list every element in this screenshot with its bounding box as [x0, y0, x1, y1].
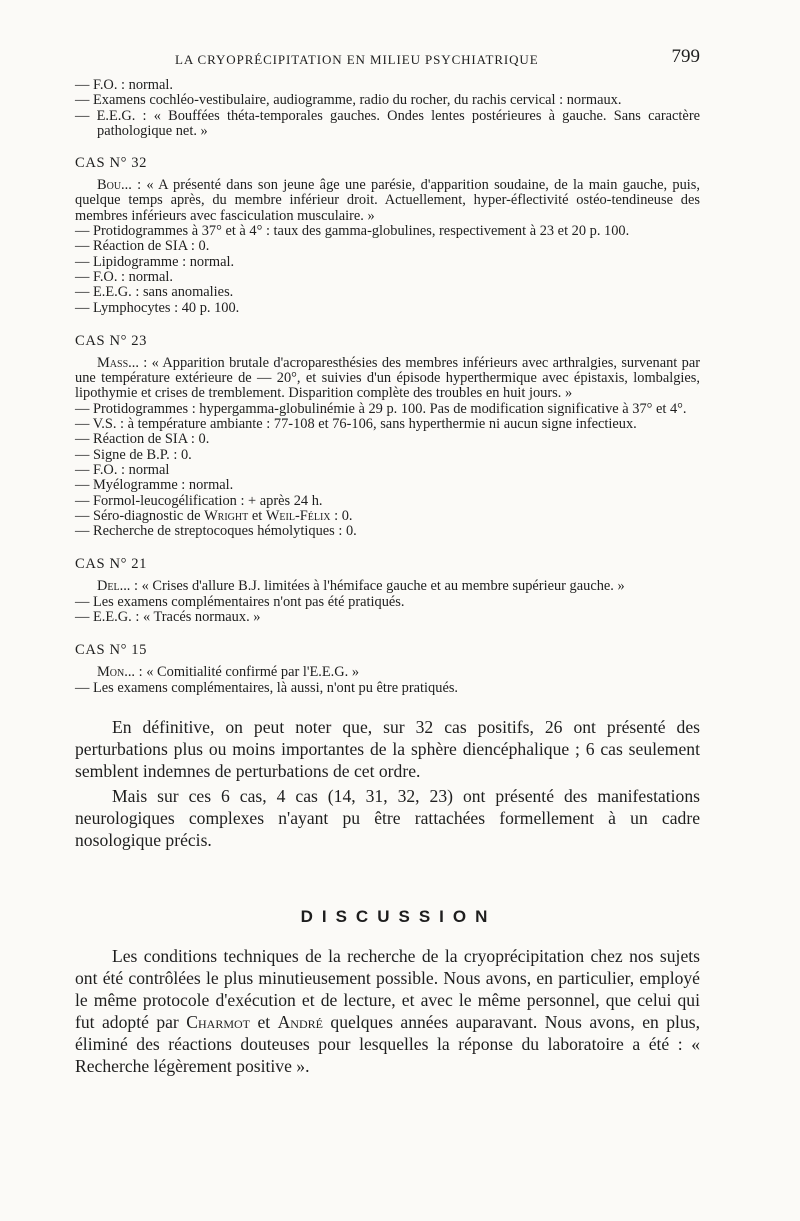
summary-paragraph: Mais sur ces 6 cas, 4 cas (14, 31, 32, 23) ont présenté des manifestations neurologiques complexes n'ayant pu être rattachées formellement à un cadre nosologique précis. [75, 785, 700, 850]
list-item: — V.S. : à température ambiante : 77-108 et 76-106, sans hyperthermie ni aucun signe infectieux. [75, 416, 637, 433]
patient-name: Bou... [97, 177, 132, 194]
discussion-text: Les conditions techniques de la recherche de la cryoprécipitation chez nos sujets ont été contrôlées le plus minutieusement possible. Nous avons, en particulier, employé le même protocole d'exécution et de lecture, et avec le même personnel, que celui qui fut adopté par [75, 945, 700, 1032]
patient-name: Del... [97, 578, 131, 595]
case-description [75, 356, 700, 402]
list-item: — Lipidogramme : normal. [75, 253, 235, 270]
page-number: 799 [671, 46, 700, 67]
sero-suffix: : 0. [330, 507, 353, 524]
summary-section [75, 716, 700, 851]
case-title: CAS N° 32 [75, 155, 148, 172]
section-heading-discussion: DISCUSSION [300, 906, 497, 926]
case-description [75, 579, 700, 594]
running-title: LA CRYOPRÉCIPITATION EN MILIEU PSYCHIATRIQUE [175, 52, 539, 67]
patient-name: Mass... [97, 354, 139, 371]
list-item: — Les examens complémentaires n'ont pas été pratiqués. [75, 593, 405, 610]
case-description [75, 665, 700, 680]
list-item: — F.O. : normal [75, 461, 170, 478]
case-title: CAS N° 15 [75, 642, 148, 659]
list-item: — Recherche de streptocoques hémolytiques : 0. [75, 523, 357, 540]
sero-prefix: — Séro-diagnostic de [75, 507, 205, 524]
list-item: — Signe de B.P. : 0. [75, 446, 192, 463]
case-description-text: : « Comitialité confirmé par l'E.E.G. » [135, 664, 360, 681]
list-item: — E.E.G. : « Bouffées théta-temporales gauches. Ondes lentes postérieures à gauche. Sans caractère pathologique net. » [75, 107, 700, 139]
author-name: André [277, 1011, 323, 1032]
list-item: — Myélogramme : normal. [75, 477, 234, 494]
intro-list [75, 78, 700, 139]
list-item: — Lymphocytes : 40 p. 100. [75, 299, 240, 316]
discussion-text: et [250, 1011, 278, 1032]
list-item-sero-diagnostic [75, 509, 700, 524]
case-description-text: : « A présenté dans son jeune âge une parésie, d'apparition soudaine, de la main gauche, puis, quelque temps après, du membre inférieur droit. Actuellement, hyper-éflectivité ostéo-tendineuse des membres inférieurs avec fasciculation musculaire. » [75, 177, 700, 224]
case-description-text: : « Apparition brutale d'acroparesthésies des membres inférieurs avec arthralgies, survenant par une température extérieure de — 20°, et suivies d'un épisode hyperthermique avec épistaxis, lombalgies, lipothymie et crises de tremblement. Disparition complète des troubles en huit jours. » [75, 354, 700, 402]
list-item: — F.O. : normal. [75, 268, 173, 285]
test-name: Weil-Félix [265, 507, 331, 524]
case-title: CAS N° 21 [75, 556, 148, 573]
list-item: — Réaction de SIA : 0. [75, 238, 210, 255]
discussion-section [75, 945, 700, 1077]
case-description-text: : « Crises d'allure B.J. limitées à l'hémiface gauche et au membre supérieur gauche. » [130, 578, 625, 595]
document-page [75, 46, 700, 1077]
list-item: — F.O. : normal. [75, 77, 173, 93]
list-item: — Formol-leucogélification : + après 24 h. [75, 492, 323, 509]
test-name: Wright [204, 507, 249, 524]
patient-name: Mon... [97, 664, 136, 681]
case-title: CAS N° 23 [75, 332, 148, 349]
case-body [75, 579, 700, 625]
list-item: — Les examens complémentaires, là aussi, n'ont pu être pratiqués. [75, 679, 459, 696]
list-item: — E.E.G. : sans anomalies. [75, 284, 234, 301]
list-item: — Protidogrammes : hypergamma-globulinémie à 29 p. 100. Pas de modification significative à 37° et 4°. [75, 400, 687, 417]
case-body [75, 665, 700, 696]
case-body [75, 178, 700, 316]
summary-paragraph: En définitive, on peut noter que, sur 32 cas positifs, 26 ont présenté des perturbations plus ou moins importantes de la sphère diencéphalique ; 6 cas seulement semblent indemnes de perturbations de cet ordre. [75, 716, 700, 781]
author-name: Charmot [186, 1011, 250, 1032]
list-item: — Réaction de SIA : 0. [75, 431, 210, 448]
case-body [75, 356, 700, 540]
discussion-paragraph [75, 945, 700, 1077]
list-item: — Protidogrammes à 37° et à 4° : taux des gamma-globulines, respectivement à 23 et 20 p. 100. [75, 223, 630, 240]
list-item: — Examens cochléo-vestibulaire, audiogramme, radio du rocher, du rachis cervical : normaux. [75, 92, 622, 109]
sero-middle: et [248, 507, 266, 524]
page-header [75, 46, 700, 72]
case-description [75, 178, 700, 224]
discussion-text: quelques années auparavant. Nous avons, en plus, éliminé des réactions douteuses pour lesquelles la réponse du laboratoire a été : « Recherche légèrement positive ». [75, 1011, 700, 1076]
list-item: — E.E.G. : « Tracés normaux. » [75, 609, 261, 626]
